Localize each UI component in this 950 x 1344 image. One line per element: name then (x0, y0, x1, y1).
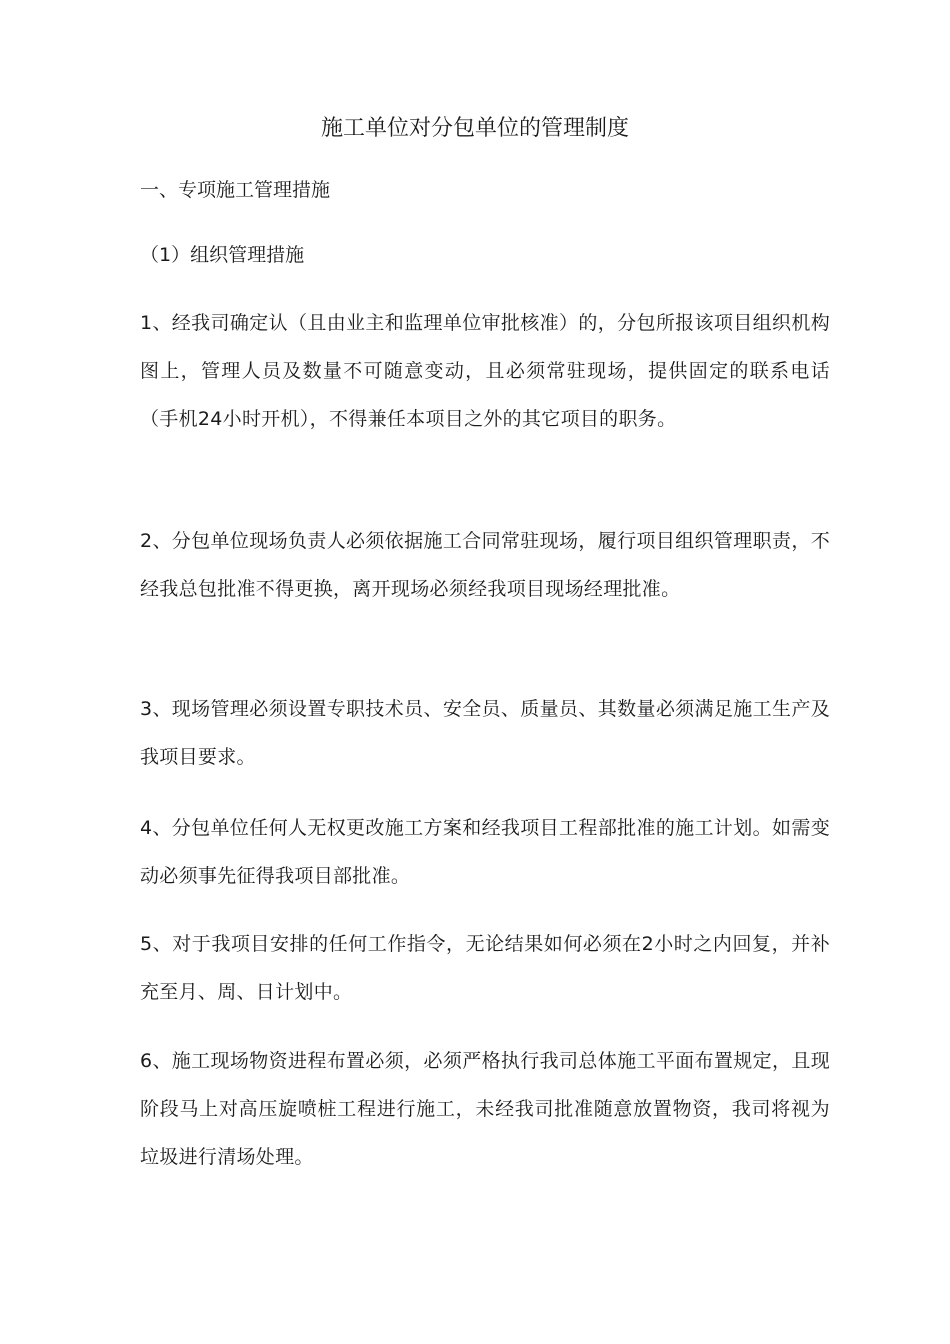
paragraph-4: 4、分包单位任何人无权更改施工方案和经我项目工程部批准的施工计划。如需变动必须事先征得我项目部批准。 (140, 817, 830, 887)
document-title: 施工单位对分包单位的管理制度 (320, 116, 629, 141)
paragraph-5: 5、对于我项目安排的任何工作指令，无论结果如何必须在2小时之内回复，并补充至月、周、日计划中。 (140, 933, 830, 1003)
paragraph-6: 6、施工现场物资进程布置必须，必须严格执行我司总体施工平面布置规定，且现阶段马上对高压旋喷桩工程进行施工，未经我司批准随意放置物资，我司将视为垃圾进行清场处理。 (140, 1050, 830, 1168)
paragraph-1: 1、经我司确定认（且由业主和监理单位审批核准）的，分包所报该项目组织机构图上，管理人员及数量不可随意变动，且必须常驻现场，提供固定的联系电话（手机24小时开机），不得兼任本项目之外的其它项目的职务。 (140, 312, 830, 430)
section-heading: 一、专项施工管理措施 (140, 179, 331, 201)
paragraph-2: 2、分包单位现场负责人必须依据施工合同常驻现场，履行项目组织管理职责，不经我总包批准不得更换，离开现场必须经我项目现场经理批准。 (140, 530, 830, 600)
sub-heading: （1）组织管理措施 (140, 244, 305, 266)
paragraph-3: 3、现场管理必须设置专职技术员、安全员、质量员、其数量必须满足施工生产及我项目要求。 (140, 698, 830, 768)
